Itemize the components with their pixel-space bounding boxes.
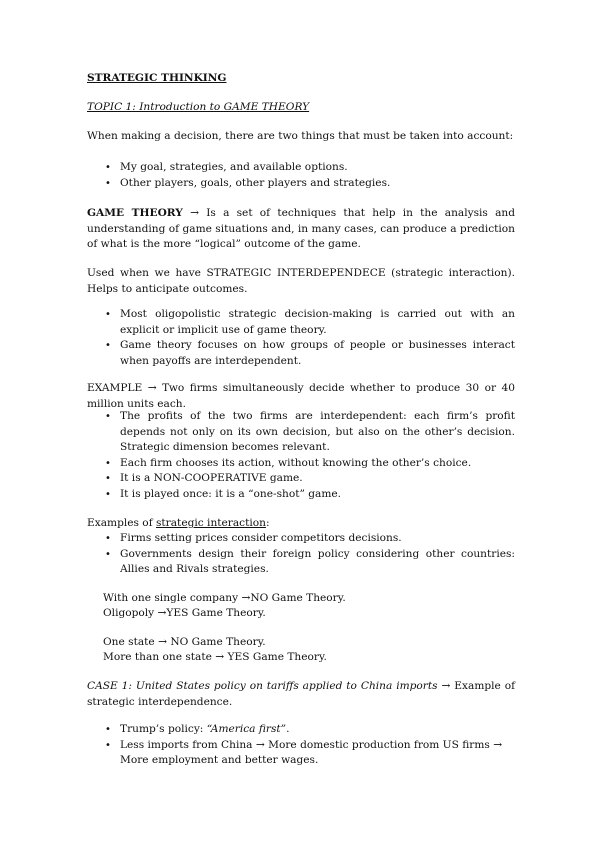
arrow-icon: → <box>157 607 167 619</box>
arrow-icon: → <box>493 738 503 751</box>
list-item: • Firms setting prices consider competitors decisions. <box>87 531 515 547</box>
term-label: GAME THEORY <box>87 207 183 219</box>
case-list <box>87 722 515 769</box>
list-item: • Most oligopolistic strategic decision-making is carried out with an explicit or implicit use of game theory. <box>87 307 515 338</box>
arrow-icon: → <box>147 382 157 394</box>
list-item: • Each firm chooses its action, without knowing the other’s choice. <box>87 456 515 472</box>
list-item: • Other players, goals, other players and strategies. <box>87 176 515 192</box>
case-text: Example of strategic interdependence. <box>87 680 516 708</box>
list-item: • It is played once: it is a “one-shot” game. <box>87 487 515 503</box>
example-text: Two firms simultaneously decide whether to produce 30 or 40 million units each. <box>87 382 516 410</box>
slogan-text: “America first” <box>206 723 287 735</box>
document-title: STRATEGIC THINKING <box>87 72 227 84</box>
example-paragraph <box>87 381 515 412</box>
examples-heading: Examples of strategic interaction: <box>87 517 270 529</box>
arrow-icon: → <box>158 636 167 648</box>
definition-text: Is a set of techniques that help in the analysis and understanding of game situations and, in many cases, can produce a prediction of what is the more “logical” outcome of the game. <box>87 207 515 250</box>
list-item: • It is a NON-COOPERATIVE game. <box>87 471 515 487</box>
game-theory-definition <box>87 206 515 253</box>
example-list <box>87 409 515 502</box>
comparison-more-states: More than one state → YES Game Theory. <box>103 651 327 663</box>
arrow-icon: → <box>215 651 225 663</box>
case-title: CASE 1: United States policy on tariffs applied to China imports <box>87 680 438 692</box>
list-item: • Game theory focuses on how groups of people or businesses interact when payoffs are interdependent. <box>87 338 515 369</box>
list-item: • Less imports from China → More domestic production from US firms → More employment and better wages. <box>87 738 515 769</box>
oligopoly-list <box>87 307 515 369</box>
comparison-one-company: With one single company →NO Game Theory. <box>103 592 346 604</box>
arrow-icon: → <box>255 738 265 751</box>
arrow-icon: → <box>241 592 251 604</box>
list-item: • Governments design their foreign policy considering other countries: Allies and Rivals strategies. <box>87 547 515 578</box>
list-item: • Trump’s policy: “America first”. <box>87 722 515 738</box>
strategic-interaction-term: strategic interaction <box>155 517 266 529</box>
interaction-list <box>87 531 515 578</box>
intro-paragraph: When making a decision, there are two things that must be taken into account: <box>87 130 514 142</box>
used-when-paragraph: Used when we have STRATEGIC INTERDEPENDECE (strategic interaction). Helps to anticipate outcomes. <box>87 267 515 295</box>
comparison-one-state: One state → NO Game Theory. <box>103 636 266 648</box>
intro-list <box>87 160 515 191</box>
topic-heading: TOPIC 1: Introduction to GAME THEORY <box>87 101 310 113</box>
list-item: • My goal, strategies, and available options. <box>87 160 515 176</box>
arrow-icon: → <box>190 207 199 219</box>
list-item: • The profits of the two firms are interdependent: each firm’s profit depends not only on its own decision, but also on the other’s decision. Strategic dimension becomes relevant. <box>87 409 515 456</box>
comparison-oligopoly: Oligopoly →YES Game Theory. <box>103 607 266 619</box>
case-paragraph <box>87 679 515 710</box>
arrow-icon: → <box>441 680 451 692</box>
example-label: EXAMPLE <box>87 382 143 394</box>
